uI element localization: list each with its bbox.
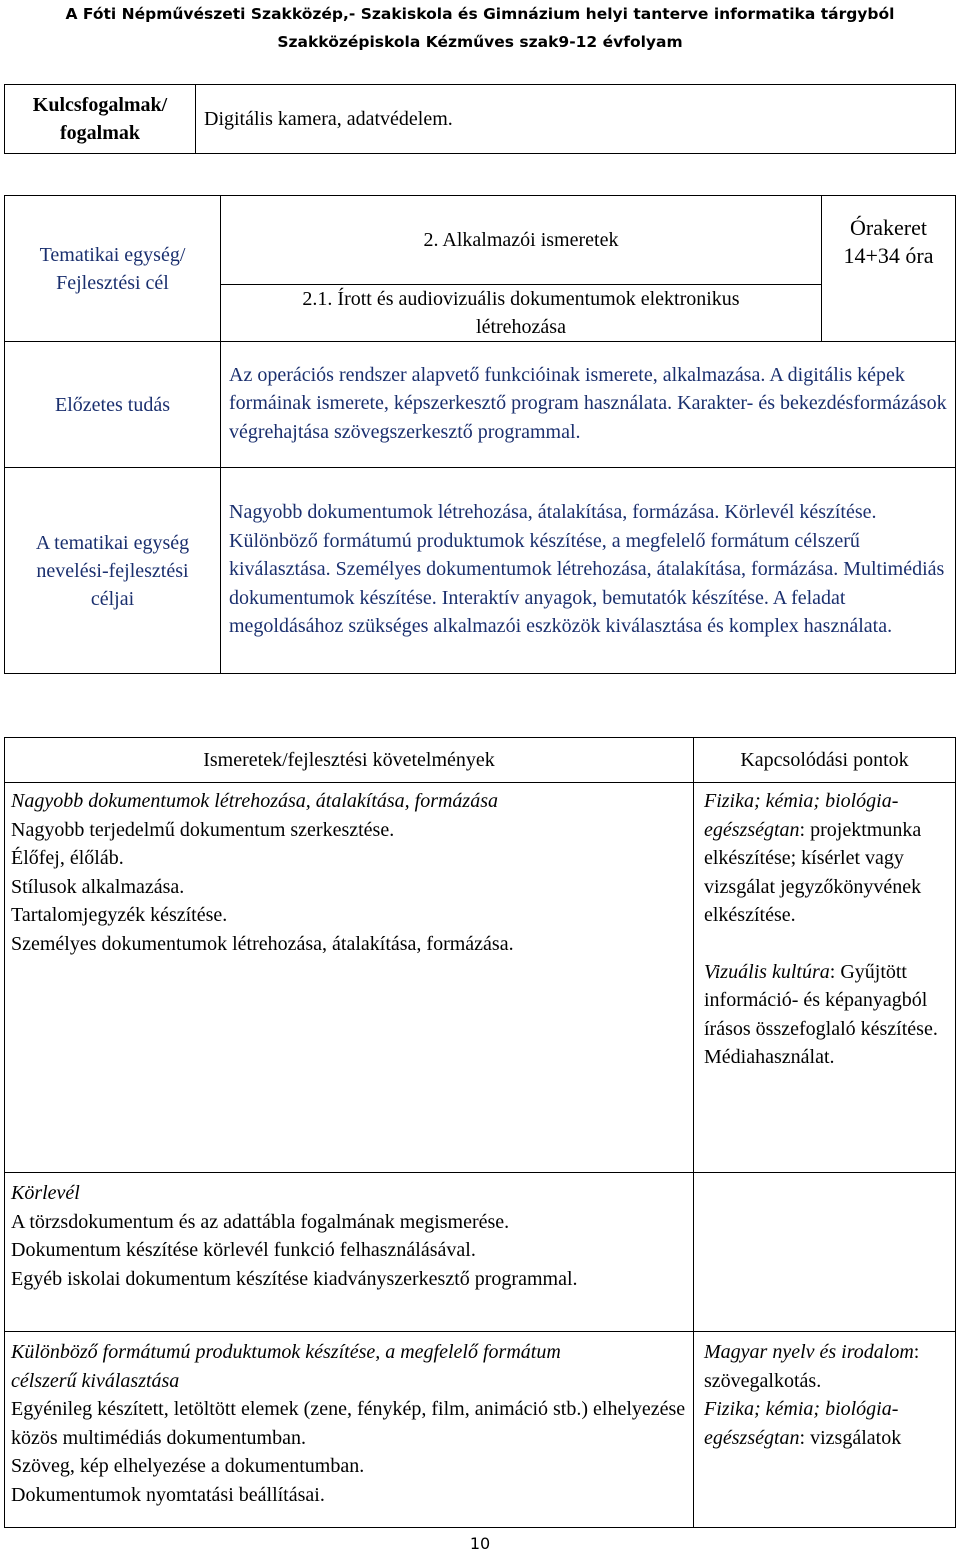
links-row-1 xyxy=(694,783,956,1173)
requirements-table xyxy=(4,737,956,1528)
requirements-row-3 xyxy=(5,1332,694,1528)
row-line: Egyénileg készített, letöltött elemek (zene, fénykép, film, animáció stb.) elhelyezése közös multimédiás dokumentumban. xyxy=(11,1398,686,1449)
hours-cell xyxy=(822,196,956,342)
row-title: Különböző formátumú produktumok készítése, a megfelelő formátum célszerű kiválasztása xyxy=(11,1341,561,1392)
links-header: Kapcsolódási pontok xyxy=(694,738,956,783)
link-subject: Fizika; kémia; biológia-egészségtan xyxy=(704,790,899,841)
links-row-3 xyxy=(694,1332,956,1528)
row-line: Dokumentum készítése körlevél funkció felhasználásával. xyxy=(11,1239,476,1261)
link-entry: Vizuális kultúra: Gyűjtött információ- és képanyagból írásos összefoglaló készítése. Médiahasználat. xyxy=(704,960,938,1068)
row-line: Tartalomjegyzék készítése. xyxy=(11,904,228,926)
requirements-row-2 xyxy=(5,1173,694,1332)
requirements-row-1 xyxy=(5,783,694,1173)
row-line: Szöveg, kép elhelyezése a dokumentumban. xyxy=(11,1455,365,1477)
hours-label: Órakeret xyxy=(850,215,927,240)
unit-label: Tematikai egység/ Fejlesztési cél xyxy=(5,196,221,342)
links-row-2 xyxy=(694,1173,956,1332)
goals-text: Nagyobb dokumentumok létrehozása, átalakítása, formázása. Körlevél készítése. Különböző formátumú produktumok készítése, a megfelelő formátum célszerű kiválasztása. Személyes dokumentumok létrehozása, átalakítása, formázása. Multimédiás dokumentumok készítése. Interaktív anyagok, bemutatók készítése. A feladat megoldásához szükséges alkalmazói eszközök kiválasztása és komplex használata. xyxy=(221,468,956,674)
link-text: projektmunka elkészítése; kísérlet vagy vizsgálat jegyzőkönyvének elkészítése. xyxy=(704,818,922,926)
unit-table xyxy=(4,195,956,674)
requirements-header: Ismeretek/fejlesztési követelmények xyxy=(5,738,694,783)
goals-label: A tematikai egység nevelési-fejlesztési céljai xyxy=(5,468,221,674)
row-line: Személyes dokumentumok létrehozása, átalakítása, formázása. xyxy=(11,932,514,955)
row-line: Nagyobb terjedelmű dokumentum szerkesztése. xyxy=(11,818,395,841)
keywords-table xyxy=(4,84,956,154)
row-title: Körlevél xyxy=(11,1182,80,1204)
row-line: Egyéb iskolai dokumentum készítése kiadványszerkesztő programmal. xyxy=(11,1267,578,1290)
header-line-2: Szakközépiskola Kézműves szak9-12 évfolyam xyxy=(277,33,683,51)
link-entry: Magyar nyelv és irodalom: szövegalkotás. xyxy=(704,1341,920,1392)
hours-value: 14+34 óra xyxy=(843,243,934,268)
keywords-value: Digitális kamera, adatvédelem. xyxy=(196,85,956,154)
link-subject: Magyar nyelv és irodalom xyxy=(704,1341,914,1363)
link-entry: Fizika; kémia; biológia-egészségtan: projektmunka elkészítése; kísérlet vagy vizsgálat jegyzőkönyvének elkészítése. xyxy=(704,790,922,926)
row-line: A törzsdokumentum és az adattábla fogalmának megismerése. xyxy=(11,1210,510,1233)
link-text: Gyűjtött információ- és képanyagból írásos összefoglaló készítése. Médiahasználat. xyxy=(704,960,938,1068)
unit-title: 2. Alkalmazói ismeretek xyxy=(221,196,822,285)
page-number: 10 xyxy=(469,1534,491,1553)
row-line: Dokumentumok nyomtatási beállításai. xyxy=(11,1483,325,1506)
prior-knowledge-label: Előzetes tudás xyxy=(5,342,221,468)
prior-knowledge-text: Az operációs rendszer alapvető funkcióinak ismerete, alkalmazása. A digitális képek formáinak ismerete, képszerkesztő program használata. Karakter- és bekezdésformázások végrehajtása szövegszerkesztő programmal. xyxy=(221,342,956,468)
row-line: Stílusok alkalmazása. xyxy=(11,875,185,898)
row-line: Élőfej, élőláb. xyxy=(11,847,124,869)
header-line-1: A Fóti Népművészeti Szakközép,- Szakiskola és Gimnázium helyi tanterve informatika tárgyból xyxy=(65,5,895,23)
link-text: szövegalkotás. xyxy=(704,1369,822,1392)
keywords-label: Kulcsfogalmak/ fogalmak xyxy=(5,85,196,154)
link-entry: Fizika; kémia; biológia-egészségtan: vizsgálatok xyxy=(704,1398,902,1449)
link-subject: Vizuális kultúra xyxy=(704,960,830,983)
page-header xyxy=(0,0,960,56)
link-text: vizsgálatok xyxy=(810,1426,902,1449)
link-subject: Fizika; kémia; biológia-egészségtan xyxy=(704,1398,899,1449)
row-title: Nagyobb dokumentumok létrehozása, átalakítása, formázása xyxy=(11,790,499,812)
unit-subtitle: 2.1. Írott és audiovizuális dokumentumok elektronikus létrehozása xyxy=(221,285,822,342)
